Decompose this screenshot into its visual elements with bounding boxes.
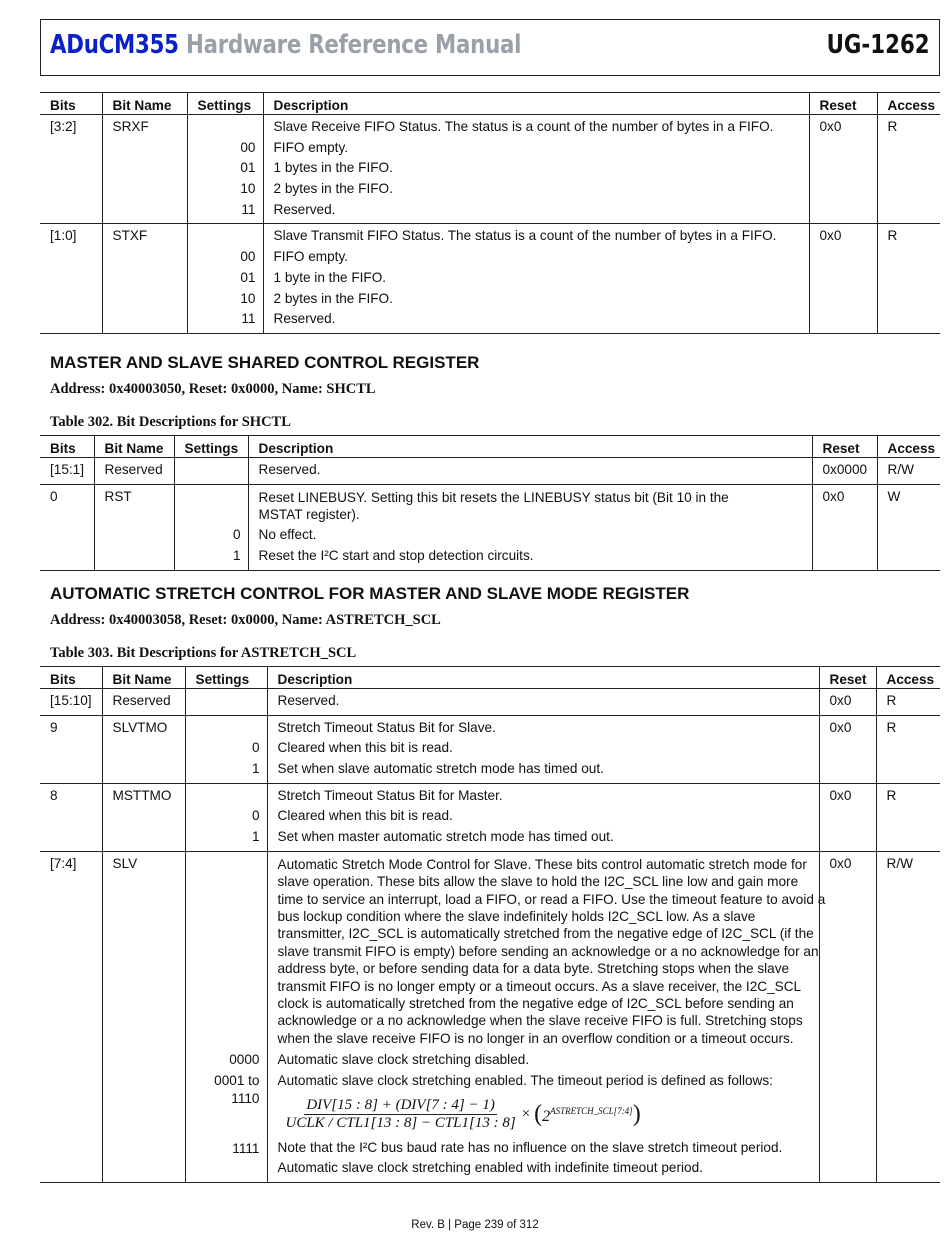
formula-exponent: ASTRETCH_SCL[7:4] [550,1106,633,1117]
cell-bit-name: SLV [112,855,138,871]
formula-denominator: UCLK / CTL1[13 : 8] − CTL1[13 : 8] [285,1115,516,1132]
cell-setting-text: Reserved. [273,311,336,327]
cell-description: Reset LINEBUSY. Setting this bit resets the LINEBUSY status bit (Bit 10 in the MSTAT register). [258,489,729,523]
cell-description: Stretch Timeout Status Bit for Master. [277,787,503,803]
brand-manual: Hardware Reference Manual [185,30,522,60]
cell-access: R [886,693,897,708]
table-row [40,689,940,716]
description-line: when the slave receive FIFO is no longer in an overflow condition or a timeout occurs. [277,1030,794,1046]
col-description: Description [248,436,812,458]
table-row [40,715,940,783]
cell-setting: 1111 [232,1141,260,1157]
cell-reset: 0x0 [829,693,852,708]
description-line: slave operation. These bits allow the slave to hold the I2C_SCL line low and gain more [277,874,799,890]
cell-setting: 00 [240,139,256,155]
cell-bit-name: Reserved [112,693,171,708]
cell-bit-name: RST [104,488,132,504]
description-line: address byte, or before sending data for a data byte. Stretching stops when the slave [277,961,790,977]
cell-setting-text: Reserved. [273,201,336,217]
table-header-row [40,93,940,115]
section-address-shctl: Address: 0x40003050, Reset: 0x0000, Name: SHCTL [50,381,376,397]
cell-setting-text: Cleared when this bit is read. [277,740,453,756]
cell-setting-text: FIFO empty. [273,139,349,155]
cell-setting: 1110 [231,1090,260,1106]
cell-reset: 0x0 [829,719,852,735]
cell-setting-text: 2 bytes in the FIFO. [273,181,393,197]
cell-setting-text: FIFO empty. [273,249,349,265]
table-row [40,224,940,333]
col-settings: Settings [187,93,263,115]
col-access: Access [876,667,940,689]
cell-setting-text: Set when master automatic stretch mode has timed out. [277,829,614,845]
cell-setting: 01 [240,269,256,285]
col-access: Access [877,436,940,458]
col-reset: Reset [819,667,876,689]
cell-bits: 8 [50,787,58,803]
cell-bits: 9 [50,719,58,735]
description-line: time to service an interrupt, load a FIFO, or read a FIFO. Use the timeout feature to avoid a [277,891,826,907]
cell-access: R [887,228,898,244]
cell-bit-name: Reserved [104,462,163,477]
cell-setting-text: Reset the I²C start and stop detection circuits. [258,548,534,564]
col-reset: Reset [812,436,877,458]
cell-description: Slave Receive FIFO Status. The status is a count of the number of bytes in a FIFO. [273,119,774,134]
cell-setting: 0 [232,527,241,543]
table-caption-astretch: Table 303. Bit Descriptions for ASTRETCH_SCL [50,645,357,661]
table-row [40,851,940,1182]
formula-base: 2 [542,1108,551,1126]
cell-setting: 01 [240,160,256,176]
description-line: transmit FIFO is no longer empty or a timeout occurs. As a slave receiver, the I2C_SCL [277,978,802,994]
table-caption-shctl: Table 302. Bit Descriptions for SHCTL [50,414,291,430]
table-row [40,458,940,485]
cell-setting: 1 [251,761,260,777]
cell-setting: 1 [251,829,260,845]
description-line: transmitter, I2C_SCL is automatically stretched from the negative edge of I2C_SCL (if the [277,926,814,942]
table-row [40,783,940,851]
description-line: slave transmit FIFO is empty) before sending an acknowledge or a no acknowledge for an [277,943,819,959]
cell-setting: 0000 [229,1052,260,1068]
cell-description: Stretch Timeout Status Bit for Slave. [277,719,496,735]
section-address-astretch: Address: 0x40003058, Reset: 0x0000, Name: ASTRETCH_SCL [50,612,441,628]
cell-setting: 1 [232,548,241,564]
cell-bits: [15:1] [50,462,85,477]
cell-bits: 0 [50,488,58,504]
cell-access: W [887,488,901,504]
description-line: clock is automatically stretched from the negative edge of I2C_SCL before sending an [277,996,794,1012]
timeout-formula [284,1092,809,1138]
col-bits: Bits [40,667,102,689]
section-title-astretch: AUTOMATIC STRETCH CONTROL FOR MASTER AND SLAVE MODE REGISTER [50,584,690,603]
cell-setting-text: Set when slave automatic stretch mode has timed out. [277,761,604,777]
cell-bit-name: SLVTMO [112,719,168,735]
col-description: Description [263,93,809,115]
col-settings: Settings [185,667,267,689]
cell-reset: 0x0000 [822,462,868,477]
cell-bit-name: STXF [112,228,148,244]
cell-reset: 0x0 [829,855,852,871]
section-title-shctl: MASTER AND SLAVE SHARED CONTROL REGISTER [50,353,480,372]
astretch-bit-table [40,666,940,1183]
cell-setting: 11 [241,311,256,327]
shctl-bit-table [40,435,940,571]
formula-times: × [521,1105,531,1122]
col-bit-name: Bit Name [102,667,185,689]
col-reset: Reset [809,93,877,115]
table-header-row [40,667,940,689]
col-bits: Bits [40,93,102,115]
col-bit-name: Bit Name [102,93,187,115]
col-access: Access [877,93,940,115]
cell-setting: 10 [240,181,256,197]
cell-access: R [886,787,897,803]
cell-bit-name: SRXF [112,119,149,134]
description-line: bus lockup condition where the slave indefinitely holds I2C_SCL low. As a slave [277,909,756,925]
cell-setting-text: Automatic slave clock stretching enabled with indefinite timeout period. [277,1160,703,1176]
cell-setting-text: Automatic slave clock stretching enabled. The timeout period is defined as follows: [277,1072,773,1088]
cell-setting-text: 1 bytes in the FIFO. [273,160,393,176]
cell-reset: 0x0 [822,488,845,504]
table-row [40,115,940,224]
document-brand [50,30,521,60]
page-footer: Rev. B | Page 239 of 312 [411,1219,539,1231]
continued-bit-table [40,92,940,334]
col-settings: Settings [174,436,248,458]
cell-reset: 0x0 [819,228,842,244]
cell-setting-text: Cleared when this bit is read. [277,808,453,824]
cell-description: Reserved. [277,693,340,708]
cell-description: Slave Transmit FIFO Status. The status is a count of the number of bytes in a FIFO. [273,228,777,244]
cell-setting: 0001 to [214,1072,260,1088]
cell-reset: 0x0 [829,787,852,803]
cell-bits: [7:4] [50,855,77,871]
cell-setting: 11 [241,201,256,217]
description-line: Automatic Stretch Mode Control for Slave. These bits control automatic stretch mode for [277,856,807,872]
cell-setting-text: Automatic slave clock stretching disabled. [277,1052,530,1068]
col-bit-name: Bit Name [94,436,174,458]
cell-note: Note that the I²C bus baud rate has no influence on the slave stretch timeout period. [277,1139,783,1155]
table-header-row [40,436,940,458]
col-description: Description [267,667,819,689]
col-bits: Bits [40,436,94,458]
formula-numerator: DIV[15 : 8] + (DIV[7 : 4] − 1) [304,1098,497,1116]
cell-description [277,854,826,1050]
cell-access: R/W [887,462,914,477]
document-id: UG-1262 [827,30,930,60]
page-header [40,19,940,76]
cell-setting: 0 [251,808,260,824]
formula-paren-close: ) [632,1100,641,1127]
cell-description: Reserved. [258,462,321,477]
cell-setting-text: 1 byte in the FIFO. [273,269,387,285]
cell-access: R/W [886,855,913,871]
table-row [40,484,940,570]
cell-setting-text: No effect. [258,527,317,543]
cell-bits: [15:10] [50,693,92,708]
cell-setting: 10 [240,290,256,306]
cell-reset: 0x0 [819,119,842,134]
formula-fraction [284,1098,518,1132]
cell-bits: [1:0] [50,228,77,244]
cell-setting: 0 [251,740,260,756]
description-line: acknowledge or a no acknowledge when the slave receive FIFO is full. Stretching stops [277,1013,803,1029]
cell-setting: 00 [240,249,256,265]
cell-access: R [887,119,898,134]
formula-paren-open: ( [534,1100,543,1127]
brand-product: ADuCM355 [50,30,179,60]
cell-bit-name: MSTTMO [112,787,172,803]
formula-power [542,1104,633,1125]
cell-access: R [886,719,897,735]
cell-setting-text: 2 bytes in the FIFO. [273,290,393,306]
cell-bits: [3:2] [50,119,77,134]
